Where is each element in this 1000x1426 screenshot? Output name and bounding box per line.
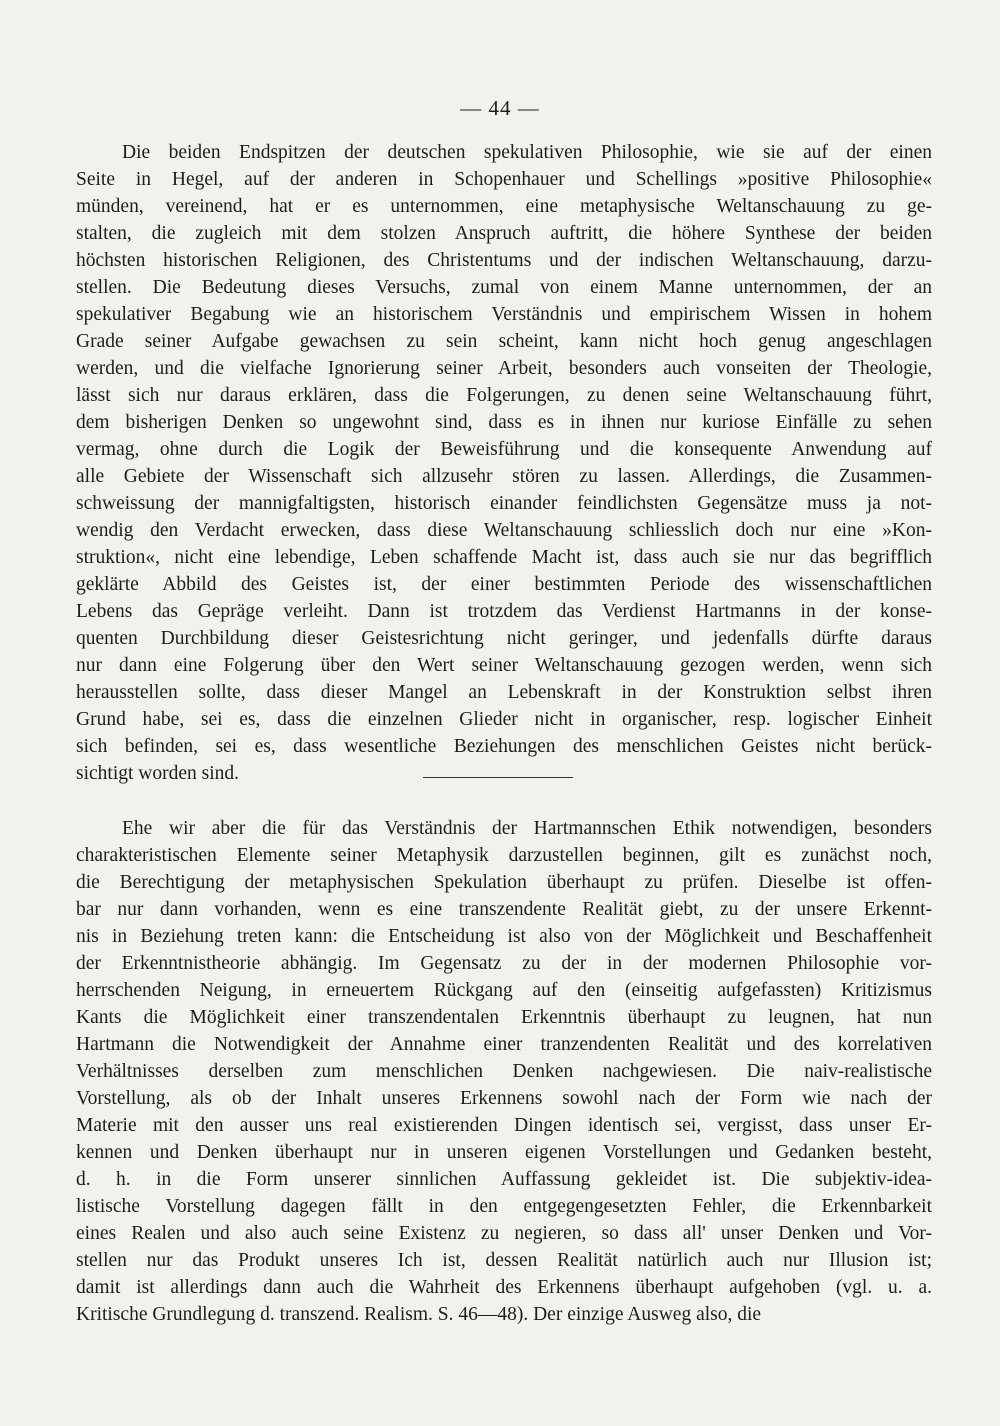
- text-line: charakteristischen Elemente seiner Metaphysik darzustellen beginnen, gilt es zunächst noch,: [76, 845, 932, 866]
- text-line: Lebens das Gepräge verleiht. Dann ist trotzdem das Verdienst Hartmanns in der konse-: [76, 601, 932, 622]
- text-line: Ehe wir aber die für das Verständnis der Hartmannschen Ethik notwendigen, besonders: [122, 818, 932, 839]
- text-line: bar nur dann vorhanden, wenn es eine transzendente Realität giebt, zu der unsere Erkennt-: [76, 899, 932, 920]
- text-line: Vorstellung, als ob der Inhalt unseres Erkennens sowohl nach der Form wie nach der: [76, 1088, 932, 1109]
- text-line: stellen nur das Produkt unseres Ich ist, dessen Realität natürlich auch nur Illusion ist;: [76, 1250, 932, 1271]
- text-line: Verhältnisses derselben zum menschlichen Denken nachgewiesen. Die naiv-realistische: [76, 1061, 932, 1082]
- text-line: quenten Durchbildung dieser Geistesrichtung nicht geringer, und jedenfalls dürfte daraus: [76, 628, 932, 649]
- text-line: schweissung der mannigfaltigsten, historisch einander feindlichsten Gegensätze muss ja not-: [76, 493, 932, 514]
- text-line: stellen. Die Bedeutung dieses Versuchs, zumal von einem Manne unternommen, der an: [76, 277, 932, 298]
- text-line: lässt sich nur daraus erklären, dass die Folgerungen, zu denen seine Weltanschauung führt,: [76, 385, 932, 406]
- text-line: struktion«, nicht eine lebendige, Leben schaffende Macht ist, dass auch sie nur das begrifflich: [76, 547, 932, 568]
- text-line: geklärte Abbild des Geistes ist, der einer bestimmten Periode des wissenschaftlichen: [76, 574, 932, 595]
- text-line: kennen und Denken überhaupt nur in unseren eigenen Vorstellungen und Gedanken besteht,: [76, 1142, 932, 1163]
- text-line: nis in Beziehung treten kann: die Entscheidung ist also von der Möglichkeit und Beschaffenheit: [76, 926, 932, 947]
- text-line: Materie mit den ausser uns real existierenden Dingen identisch sei, vergisst, dass unser Er-: [76, 1115, 932, 1136]
- text-line: der Erkenntnistheorie abhängig. Im Gegensatz zu der in der modernen Philosophie vor-: [76, 953, 932, 974]
- text-line: herrschenden Neigung, in erneuertem Rückgang auf den (einseitig aufgefassten) Kritizismus: [76, 980, 932, 1001]
- text-line: eines Realen und also auch seine Existenz zu negieren, so dass all' unser Denken und Vor-: [76, 1223, 932, 1244]
- text-line: werden, und die vielfache Ignorierung seiner Arbeit, besonders auch vonseiten der Theologie,: [76, 358, 932, 379]
- text-line: münden, vereinend, hat er es unternommen, eine metaphysische Weltanschauung zu ge-: [76, 196, 932, 217]
- paragraph-1: [76, 139, 932, 787]
- paragraph-2: [76, 815, 932, 1328]
- text-line: sich befinden, sei es, dass wesentliche Beziehungen des menschlichen Geistes nicht berück-: [76, 736, 932, 757]
- text-line: Grade seiner Aufgabe gewachsen zu sein scheint, kann nicht hoch genug angeschlagen: [76, 331, 932, 352]
- text-line: sichtigt worden sind.: [76, 763, 240, 784]
- text-line: Grund habe, sei es, dass die einzelnen Glieder nicht in organischer, resp. logischer Einheit: [76, 709, 932, 730]
- text-line: alle Gebiete der Wissenschaft sich allzusehr stören zu lassen. Allerdings, die Zusammen-: [76, 466, 932, 487]
- text-line: dem bisherigen Denken so ungewohnt sind, dass es in ihnen nur kuriose Einfälle zu sehen: [76, 412, 932, 433]
- text-line: listische Vorstellung dagegen fällt in den entgegengesetzten Fehler, die Erkennbarkeit: [76, 1196, 932, 1217]
- text-line: Hartmann die Notwendigkeit der Annahme einer tranzendenten Realität und des korrelativen: [76, 1034, 932, 1055]
- text-line: Seite in Hegel, auf der anderen in Schopenhauer und Schellings »positive Philosophie«: [76, 169, 932, 190]
- text-line: Die beiden Endspitzen der deutschen spekulativen Philosophie, wie sie auf der einen: [122, 142, 932, 163]
- text-line: spekulativer Begabung wie an historischem Verständnis und empirischem Wissen in hohem: [76, 304, 932, 325]
- text-line: vermag, ohne durch die Logik der Beweisführung und die konsequente Anwendung auf: [76, 439, 932, 460]
- text-line: höchsten historischen Religionen, des Christentums und der indischen Weltanschauung, darzu-: [76, 250, 932, 271]
- text-line: die Berechtigung der metaphysischen Spekulation überhaupt zu prüfen. Dieselbe ist offen-: [76, 872, 932, 893]
- page-number: — 44 —: [460, 96, 540, 120]
- text-line: stalten, die zugleich mit dem stolzen Anspruch auftritt, die höhere Synthese der beiden: [76, 223, 932, 244]
- text-line: Kants die Möglichkeit einer transzendentalen Erkenntnis überhaupt zu leugnen, hat nun: [76, 1007, 932, 1028]
- text-line: nur dann eine Folgerung über den Wert seiner Weltanschauung gezogen werden, wenn sich: [76, 655, 932, 676]
- text-line: herausstellen sollte, dass dieser Mangel an Lebenskraft in der Konstruktion selbst ihren: [76, 682, 932, 703]
- text-line: Kritische Grundlegung d. transzend. Realism. S. 46—48). Der einzige Ausweg also, die: [76, 1304, 762, 1325]
- text-line: wendig den Verdacht erwecken, dass diese Weltanschauung schliesslich doch nur eine »Kon-: [76, 520, 932, 541]
- section-separator: [423, 777, 573, 778]
- text-line: damit ist allerdings dann auch die Wahrheit des Erkennens überhaupt aufgehoben (vgl. u. a.: [76, 1277, 932, 1298]
- text-line: d. h. in die Form unserer sinnlichen Auffassung gekleidet ist. Die subjektiv-idea-: [76, 1169, 932, 1190]
